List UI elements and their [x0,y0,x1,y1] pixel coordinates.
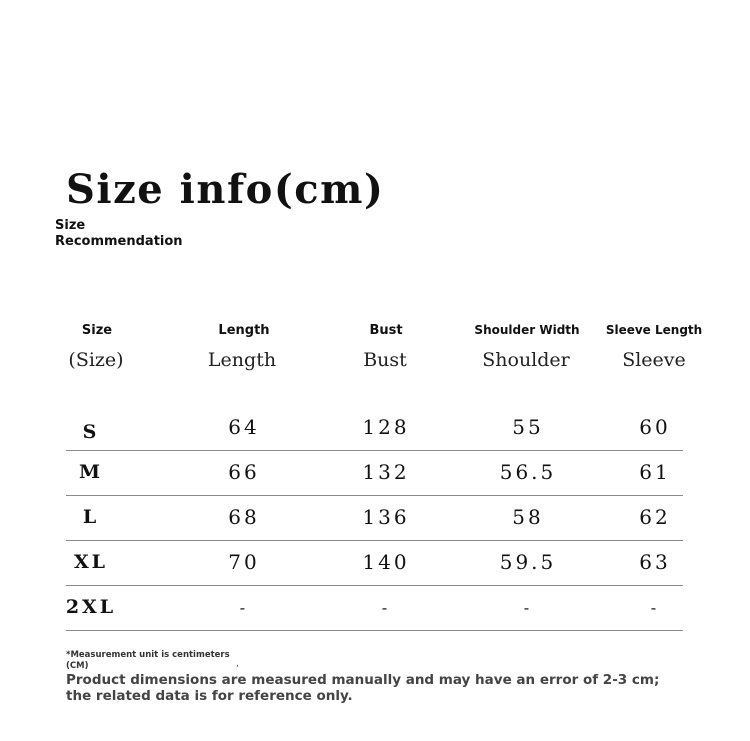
disclaimer [66,672,706,704]
row-size: 2XL [65,596,117,618]
page-title: Size info(cm) [66,166,385,213]
row-length: - [239,598,249,617]
row-sleeve: 60 [639,415,671,439]
header-shoulder-width: Shoulder Width [474,323,580,337]
row-size: XL [73,551,109,573]
measurement-note [66,650,230,672]
row-bust: - [381,598,391,617]
row-bust: 132 [362,460,410,484]
table-row [66,405,683,451]
row-size: S [82,421,100,443]
row-size: L [82,506,100,528]
header-length: Length [218,323,270,338]
header-sleeve-serif: Sleeve [622,349,686,371]
row-shoulder: 59.5 [499,550,557,574]
row-sleeve: 62 [639,505,671,529]
row-bust: 136 [362,505,410,529]
subtitle-line-2: Recommendation [55,234,183,249]
size-recommendation-label [55,218,183,250]
table-row [66,540,683,586]
header-bust-serif: Bust [363,349,407,371]
row-size: M [78,461,104,483]
row-length: 66 [228,460,260,484]
note-comma: , [236,659,239,669]
row-shoulder: 55 [512,415,544,439]
row-bust: 128 [362,415,410,439]
table-row [66,450,683,496]
measurement-note-line-1: *Measurement unit is centimeters [66,650,230,660]
header-size-serif: (Size) [68,349,124,371]
row-length: 64 [228,415,260,439]
disclaimer-line-2: the related data is for reference only. [66,688,353,704]
header-sleeve-length: Sleeve Length [605,323,703,337]
header-size: Size [81,323,113,338]
disclaimer-line-1: Product dimensions are measured manually and may have an error of 2-3 cm; [66,672,660,688]
table-row [66,495,683,541]
header-shoulder-serif: Shoulder [482,349,570,371]
row-length: 70 [228,550,260,574]
measurement-note-line-2: (CM) [66,661,89,671]
row-sleeve: 61 [639,460,671,484]
subtitle-line-1: Size [55,218,86,233]
row-shoulder: 58 [512,505,544,529]
row-bust: 140 [362,550,410,574]
row-length: 68 [228,505,260,529]
row-sleeve: 63 [639,550,671,574]
header-length-serif: Length [207,349,277,371]
row-shoulder: 56.5 [499,460,557,484]
row-sleeve: - [650,598,660,617]
table-row [66,585,683,631]
header-bust: Bust [369,323,403,338]
row-shoulder: - [523,598,533,617]
